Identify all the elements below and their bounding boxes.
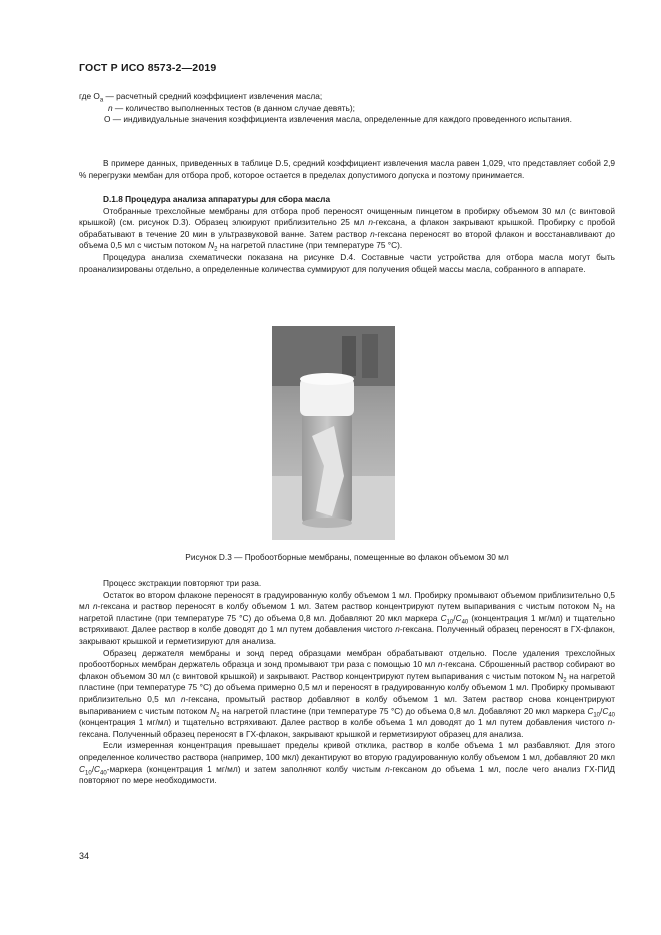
document-header: ГОСТ Р ИСО 8573-2—2019	[79, 62, 217, 74]
definitions-block	[79, 91, 615, 126]
definition-desc: индивидуальные значения коэффициента извлечения масла, определенные для каждого проведенного испытания.	[123, 114, 572, 125]
definition-term: n	[108, 102, 113, 113]
definition-term: где O	[79, 91, 100, 101]
definition-term: O	[104, 114, 111, 125]
vial-photo-illustration	[272, 326, 395, 540]
vial-photo	[272, 326, 395, 540]
section-paragraph-1: Отобранные трехслойные мембраны для отбора проб переносят очищенным пинцетом в пробирку объемом 30 мл (с винтовой крышкой) (см. рисунок D.3). Образец элюируют приблизительно 25 мл n-гексана, а флакон закрывают крышкой. Пробирку с пробой обрабатывают в течение 20 мин в ультразвуковой ванне. Затем раствор n-гексана переносят во второй флакон и восстанавливают до объема 0,5 мл с чистым потоком $N_2$ на нагретой пластине (при температуре 75 °C).	[79, 205, 616, 254]
section-d18	[79, 194, 615, 275]
extraction-paragraph-2: Остаток во втором флаконе переносят в градуированную колбу объемом 1 мл. Пробирку промывают объемом приблизительно 0,5 мл n-гексана и раствор переносят в колбу объемом 1 мл. Затем раствор концентрируют путем выпаривания с чистым потоком $N_2$ на нагретой пластине (при температуре 75 °C) до объема 0,8 мл. Добавляют 20 мкл маркера $C_{10}/C_{40}$ (концентрация 1 мг/мл) и тщательно встряхивают. Далее раствор в колбе доводят до 1 мл путем добавления чистого n-гексана. Полученный образец переносят в ГХ-флакон, закрывают крышкой и герметизируют для анализа.	[79, 589, 616, 646]
definition-desc: расчетный средний коэффициент извлечения масла;	[116, 91, 323, 101]
definition-desc: количество выполненных тестов (в данном случае девять);	[125, 102, 355, 113]
extraction-paragraph-4: Если измеренная концентрация превышает пределы кривой отклика, раствор в колбе объема 1 мл разбавляют. Для этого определенное количество раствора (например, 100 мкл) декантируют во вторую градуированную колбу объемом 1 мл, добавляют 20 мкл $C_{10}/C_{40}$-маркера (концентрация 1 мг/мл) и затем заполняют колбу чистым n-гексаном до объема 1 мл, после чего анализ ГХ-ПИД повторяют по мере необходимости.	[79, 740, 615, 786]
extraction-section	[79, 578, 615, 787]
figure-caption: Рисунок D.3 — Пробоотборные мембраны, помещенные во флакон объемом 30 мл	[185, 552, 509, 562]
definition-item: O — индивидуальные значения коэффициента извлечения масла, определенные для каждого проведенного испытания.	[104, 114, 615, 126]
example-paragraph: В примере данных, приведенных в таблице D.5, средний коэффициент извлечения масла равен 1,029, что представляет собой 2,9 % перегрузки мембан для отбора проб, которое остается в пределах допустимого допуска и поэтому принимается.	[79, 158, 615, 180]
section-heading: D.1.8 Процедура анализа аппаратуры для сбора масла	[103, 194, 331, 204]
definition-item: n — количество выполненных тестов (в данном случае девять);	[108, 103, 615, 115]
extraction-paragraph-1: Процесс экстракции повторяют три раза.	[103, 578, 262, 588]
section-paragraph-2: Процедура анализа схематически показана на рисунке D.4. Составные части устройства для отбора масла могут быть проанализированы отдельно, а определенные количества суммируют для получения общей массы масла, собранного в аппарате.	[79, 251, 615, 274]
extraction-paragraph-3: Образец держателя мембраны и зонд перед образцами мембран обрабатывают отдельно. После удаления трехслойных пробоотборных мембран держатель образца и зонд промывают три раза с помощью 10 мл n-гексана. Сброшенный раствор собирают во флакон объемом 30 мл (с винтовой крышкой) и закрывают. Раствор концентрируют путем выпаривания с чистым потоком $N_2$ на нагретой пластине (при температуре 75 °C) до объема примерно 0,5 мл и переносят в градуированную колбу объемом 1 мл. Пробирку промывают приблизительно 0,5 мл n-гексана, промытый раствор добавляют в колбу объемом 1 мл. Затем раствор снова концентрируют выпариванием с чистым потоком $N_2$ на нагретой пластине (при температуре 75 °C) до объема 0,8 мл. Добавляют 20 мкл маркера $C_{10}/C_{40}$ (концентрация 1 мг/мл) и тщательно встряхивают. Далее раствор в колбе объема 1 мл доводят до 1 мл путем добавления чистого n-гексана. Полученный образец переносят в ГХ-флакон, закрывают крышкой и герметизируют образец для анализа.	[79, 647, 615, 739]
page-number: 34	[79, 851, 90, 861]
definition-item: где $O_a$ — расчетный средний коэффициент извлечения масла;	[79, 91, 615, 103]
